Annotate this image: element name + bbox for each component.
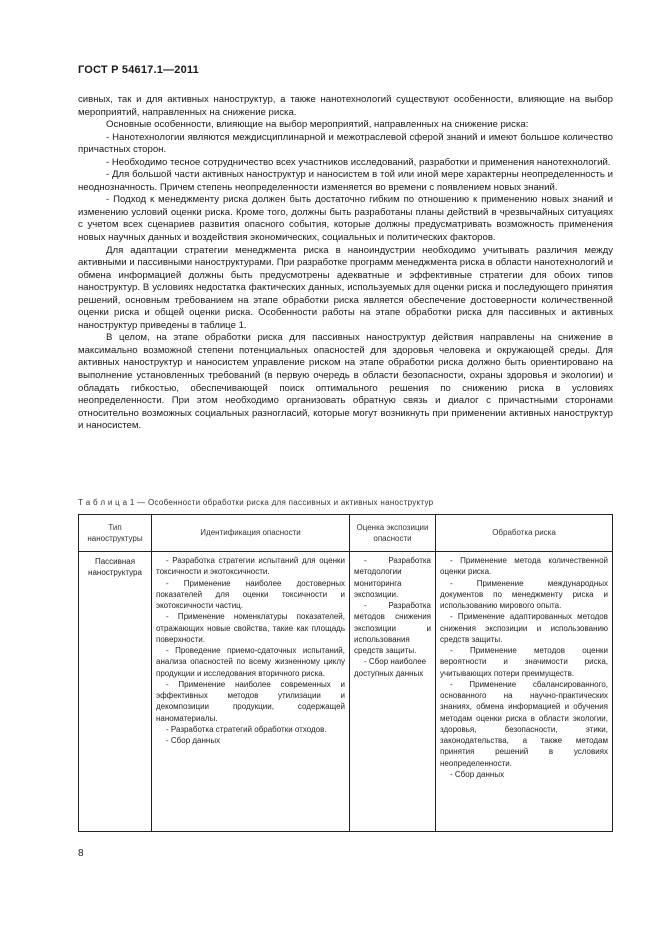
cell-list-item: - Разработка методов снижения экспозиции и использования средств защиты. (354, 601, 431, 655)
cell-list-item: - Применение международных документов по менеджменту риска и использованию мирового опыта. (440, 578, 608, 610)
paragraph: Для адаптации стратегии менеджмента риска в наноиндустрии необходимо учитывать различия между активными и пассивными наноструктурами. При разработке программ менеджмента риска в области нанотехнологий и обмена информацией должны быть предусмотрены адекватные и эффективные стратегии для обоих типов наноструктур. В условиях недостатка фактических данных, используемых для оценки риска и последующего принятия решений, основным требованием на этапе обработки риска является обеспечение достоверности количественной оценки риска и общей оценки риска. Особенности работы на этапе обработки риска для пассивных и активных наноструктур приведены в таблице 1. (78, 244, 613, 331)
cell-list-item: - Разработка стратегий обработки отходов. (166, 724, 327, 734)
column-header: Тип наноструктуры (79, 515, 152, 552)
treatment-cell (436, 552, 613, 832)
identification-cell (152, 552, 350, 832)
list-item: - Подход к менеджменту риска должен быть достаточно гибким по отношению к применению новых знаний и изменению условий оценки риска. Кроме того, должны быть разработаны планы действий в чрезвычайных ситуациях с учетом всех сценариев развития опасного события, которые должны предусматривать возможность применения новых научных данных и воздействия экономических, социальных и политических факторов. (78, 194, 613, 244)
paragraph: сивных, так и для активных наноструктур, а также нанотехнологий существуют особенности, влияющие на выбор мероприятий, направленных на снижение риска. (78, 94, 613, 118)
cell-list-item: - Применение адаптированных методов снижения экспозиции и использованию средств защиты. (440, 612, 608, 644)
cell-list-item: - Применение номенклатуры показателей, отражающих новые свойства, такие как площадь поверхности. (156, 612, 345, 644)
nanostructure-type-cell: Пассивная наноструктура (79, 552, 152, 832)
table-header-row (79, 515, 613, 552)
table-caption: Т а б л и ц а 1 — Особенности обработки риска для пассивных и активных наноструктур (78, 498, 434, 507)
cell-list-item: - Применение методов оценки вероятности и значимости риска, учитывающих потери преимуществ. (440, 646, 608, 678)
column-header: Идентификация опасности (152, 515, 350, 552)
exposure-cell (350, 552, 436, 832)
cell-list-item: - Применение наиболее достоверных показателей для оценки токсичности и экотоксичности частиц. (156, 578, 345, 610)
paragraph: В целом, на этапе обработки риска для пассивных наноструктур действия направлены на снижение в максимально возможной степени потенциальных опасностей для здоровья человека и окружающей среды. Для активных наноструктур и наносистем управление риском на этапе обработки риска должно быть ориентировано на выполнение установленных требований (в первую очередь в области безопасности, охраны здоровья и экологии) и обладать гибкостью, обеспечивающей поиск оптимального решения по снижению риска в условиях неопределенности. При этом необходимо организовать обратную связь и диалог с причастными сторонами относительно возможных социальных разногласий, которые могут возникнуть при применении активных наноструктур и наносистем. (78, 332, 613, 432)
list-item: - Нанотехнологии являются междисциплинарной и межотраслевой сферой знаний и имеют большое количество причастных сторон. (78, 131, 613, 156)
cell-list-item: - Сбор данных (166, 736, 221, 745)
list-item: - Для большой части активных наноструктур и наносистем в той или иной мере характерны неопределенность и неоднозначность. Причем степень неопределенности изменяется во времени с появлением новых знаний. (78, 169, 613, 193)
cell-list-item: - Применение метода количественной оценки риска. (440, 556, 608, 577)
cell-list-item: - Проведение приемо-сдаточных испытаний, анализа опасностей по всему жизненному циклу продукции и исследования вторичного риска. (156, 646, 345, 678)
document-header: ГОСТ Р 54617.1—2011 (78, 64, 199, 76)
paragraph: Основные особенности, влияющие на выбор мероприятий, направленных на снижение риска: (106, 119, 529, 131)
cell-list-item: - Разработка методологии мониторинга экспозиции. (354, 556, 431, 599)
column-header: Обработка риска (436, 515, 613, 552)
cell-list-item: - Применение наиболее современных и эффективных методов утилизации и декомпозиции продукции, содержащей наноматериалы. (156, 679, 345, 723)
cell-list-item: - Применение сбалансированного, основанного на научно-практических знаниях, обмена информацией и обучения методам оценки риска в области экологии, здоровья, безопасности, этики, законодательства, а также методам принятия решений в условиях неопределенности. (440, 679, 608, 768)
column-header: Оценка экспозиции опасности (350, 515, 436, 552)
body-text (78, 94, 613, 433)
cell-list-item: - Сбор данных (450, 769, 505, 779)
list-item: - Необходимо тесное сотрудничество всех участников исследований, разработки и применения нанотехнологий. (106, 156, 611, 168)
cell-list-item: - Сбор наиболее доступных данных (354, 657, 427, 678)
risk-treatment-table (78, 514, 613, 832)
cell-list-item: - Разработка стратегии испытаний для оценки токсичности и экотоксичности. (156, 556, 345, 577)
table-row (79, 552, 613, 832)
page-number: 8 (78, 848, 84, 859)
